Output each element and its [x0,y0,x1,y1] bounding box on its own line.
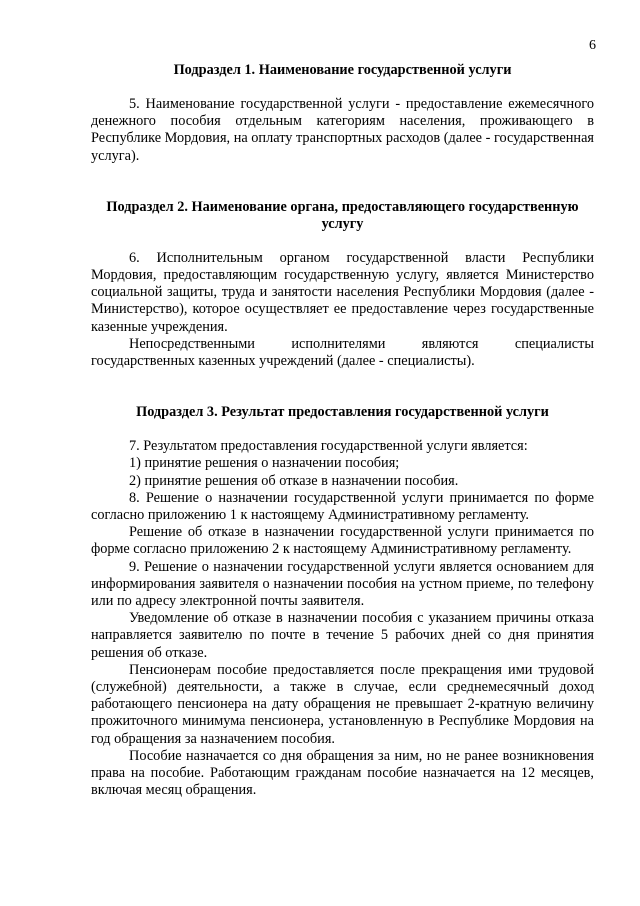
paragraph-9-term: Пособие назначается со дня обращения за ним, но не ранее возникновения права на пособие. Работающим гражданам пособие назначается на 12 месяцев, включая месяц обращения. [91,747,594,799]
paragraph-5: 5. Наименование государственной услуги - предоставление ежемесячного денежного пособия отдельным категориям населения, проживающего в Республике Мордовия, на оплату транспортных расходов (далее - государственная услуга). [91,96,594,164]
list-item-2: 2) принятие решения об отказе в назначении пособия. [129,472,459,489]
paragraph-6: 6. Исполнительным органом государственной власти Республики Мордовия, предоставляющим государственную услугу, является Министерство социальной защиты, труда и занятости населения Республики Мордовия (далее - Министерство), которое осуществляет ее предоставление через государственные казенные учреждения. [91,249,594,335]
paragraph-6-executors: Непосредственными исполнителями являются специалисты государственных казенных учреждений (далее - специалисты). [91,335,594,370]
page-number: 6 [589,38,596,53]
paragraph-8: 8. Решение о назначении государственной услуги принимается по форме согласно приложению 1 к настоящему Административному регламенту. [91,489,594,524]
paragraph-7: 7. Результатом предоставления государственной услуги является: [129,438,528,455]
list-item-1: 1) принятие решения о назначении пособия; [129,455,400,472]
paragraph-9: 9. Решение о назначении государственной услуги является основанием для информирования заявителя о назначении пособия на устном приеме, по телефону или по адресу электронной почты заявителя. [91,558,594,610]
paragraph-8-refusal: Решение об отказе в назначении государственной услуги принимается по форме согласно приложению 2 к настоящему Административному регламенту. [91,524,594,558]
document-body [91,62,594,800]
paragraph-9-notice: Уведомление об отказе в назначении пособия с указанием причины отказа направляется заявителю по почте в течение 5 рабочих дней со дня принятия решения об отказе. [91,610,594,661]
section-heading-2: Подраздел 2. Наименование органа, предоставляющего государственную услугу [106,198,579,232]
section-heading-1: Подраздел 1. Наименование государственной услуги [173,62,512,78]
paragraph-9-pensioners: Пенсионерам пособие предоставляется после прекращения ими трудовой (служебной) деятельности, а также в случае, если среднемесячный доход работающего пенсионера на дату обращения не превышает 2-кратную величину прожиточного минимума пенсионера, установленную в Республике Мордовия на год обращения за назначением пособия. [91,661,594,747]
section-heading-3: Подраздел 3. Результат предоставления государственной услуги [136,404,549,421]
